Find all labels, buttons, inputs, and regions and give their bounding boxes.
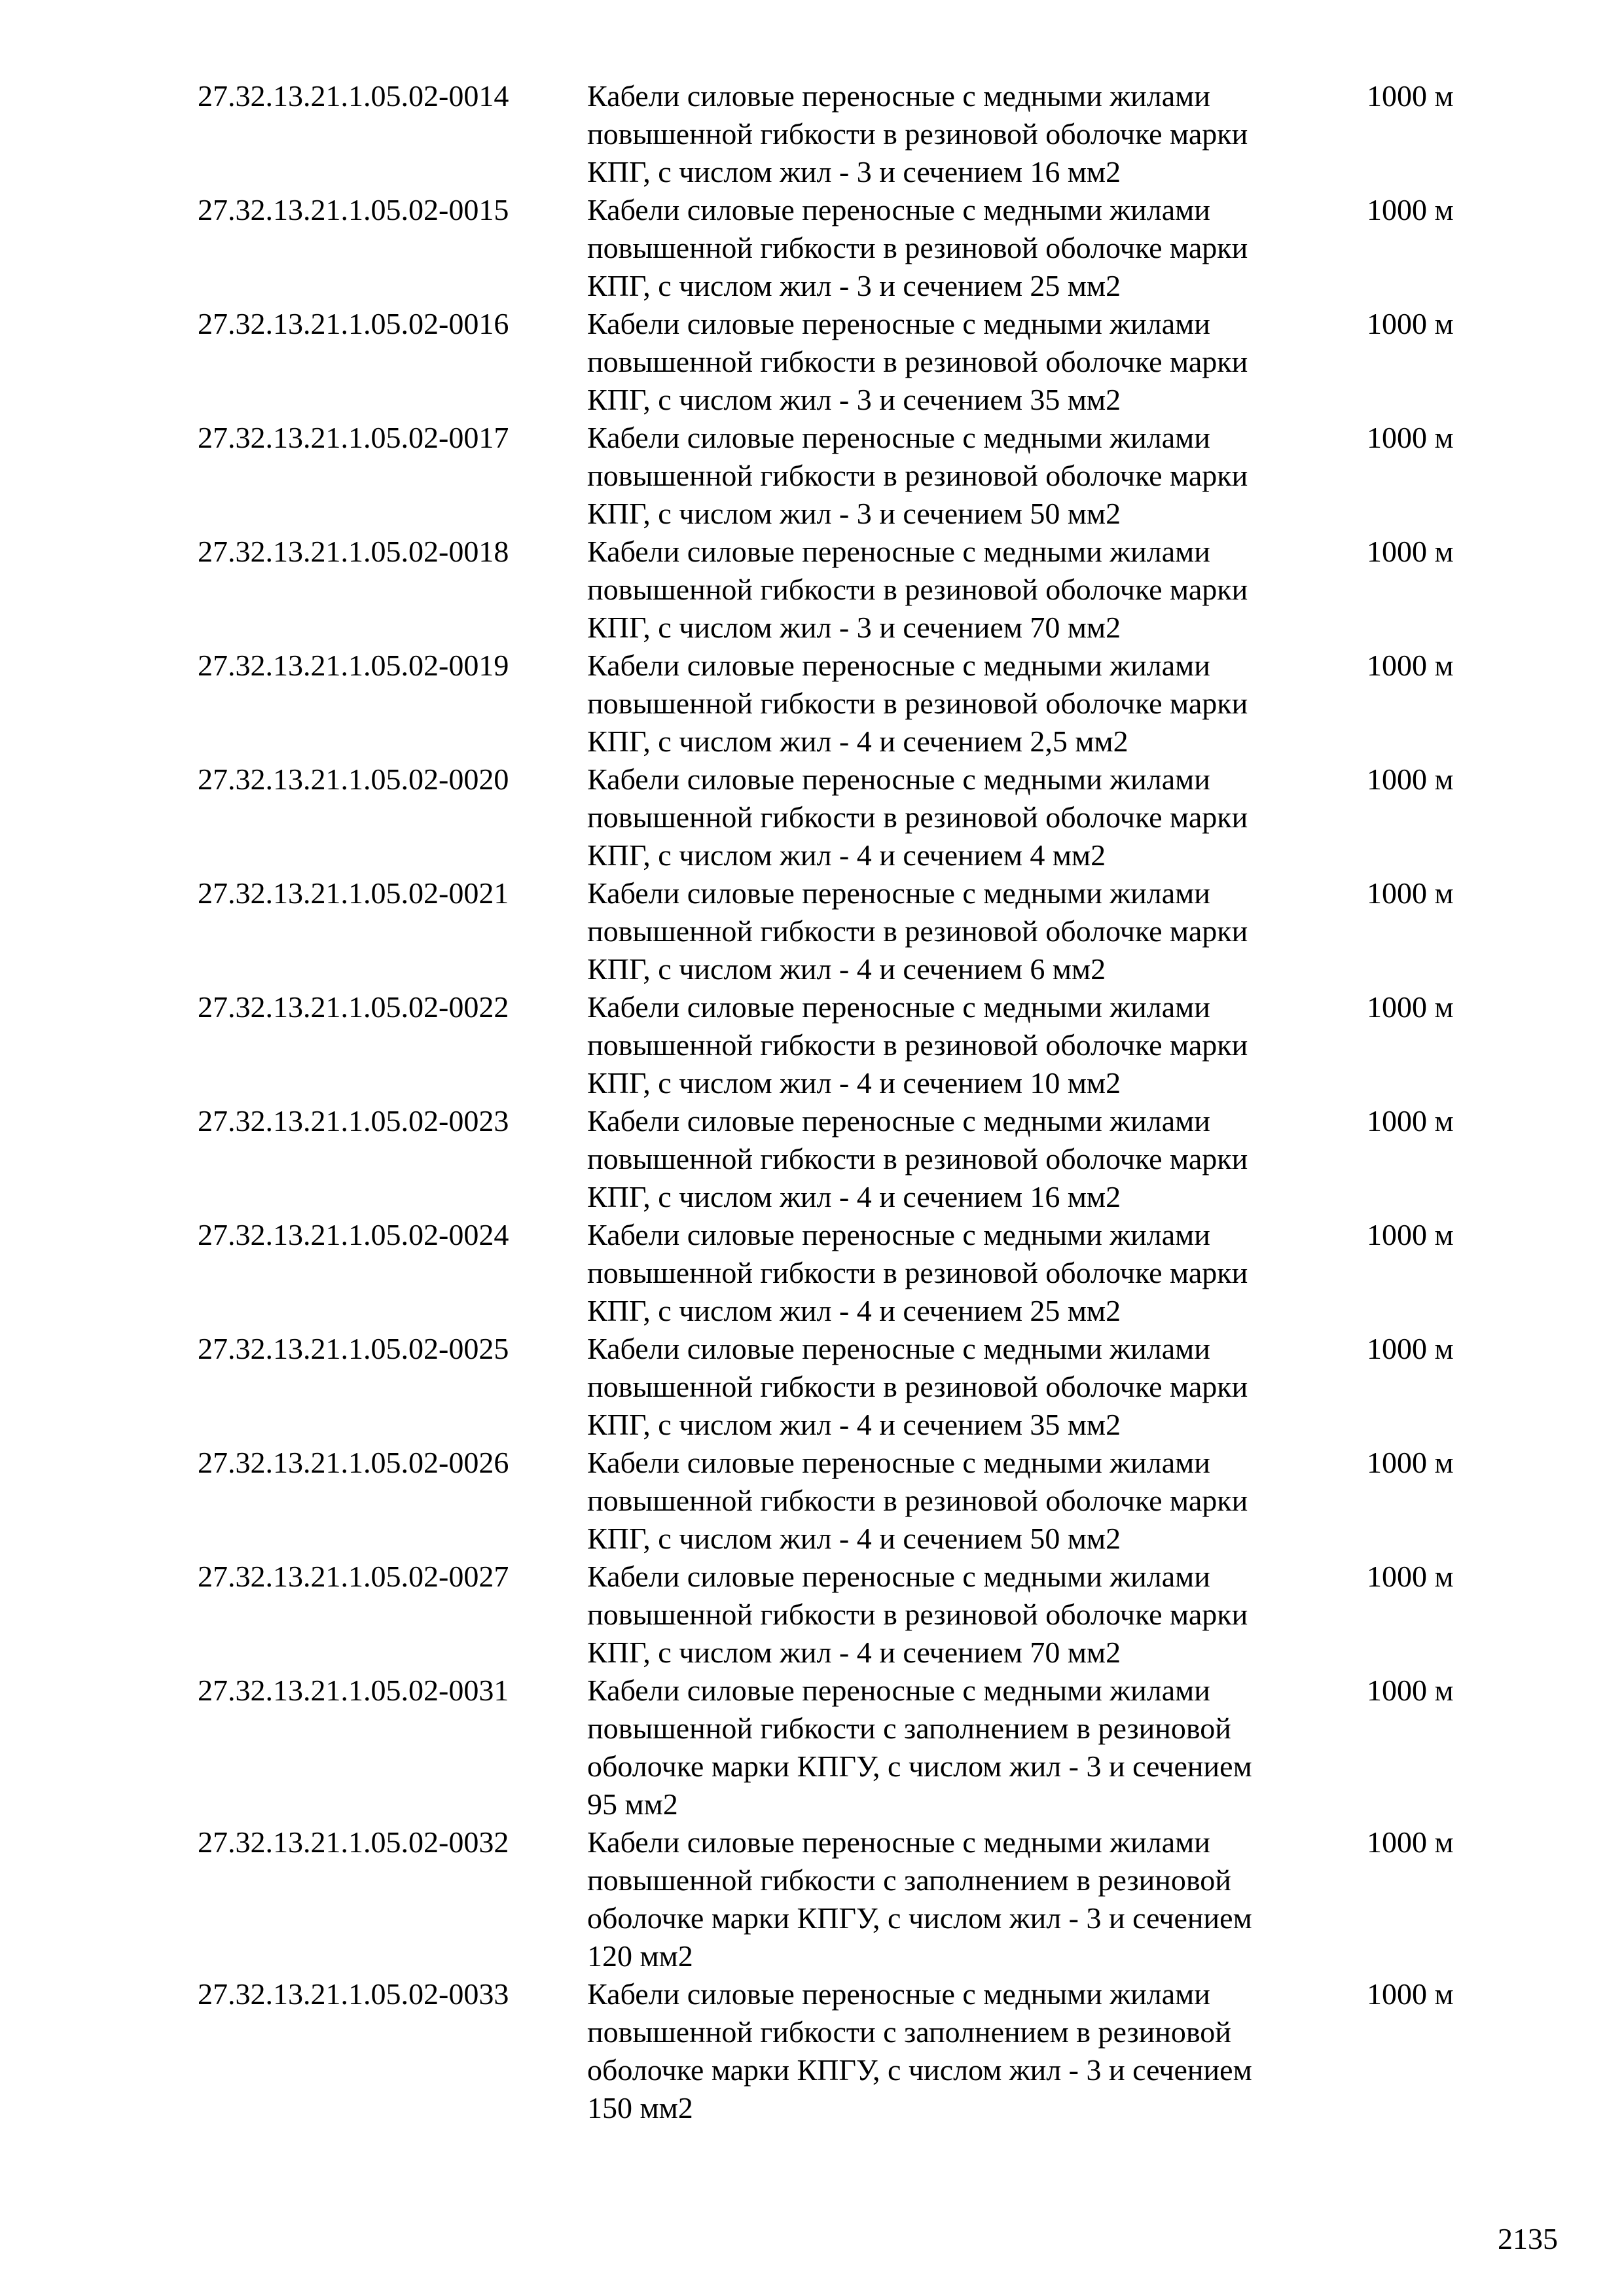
unit-of-measure: 1000 м [1367, 1977, 1454, 2011]
resource-code: 27.32.13.21.1.05.02-0018 [198, 535, 509, 568]
resource-description [587, 874, 1340, 988]
table-row [0, 647, 1624, 761]
description-line: Кабели силовые переносные с медными жилами [587, 1218, 1210, 1251]
resource-table [0, 77, 1624, 2127]
table-row [0, 1102, 1624, 1216]
table-row [0, 1558, 1624, 1672]
description-line: КПГ, с числом жил - 3 и сечением 70 мм2 [587, 611, 1121, 644]
resource-description [587, 1102, 1340, 1216]
description-line: повышенной гибкости в резиновой оболочке марки [587, 687, 1248, 720]
description-line: КПГ, с числом жил - 3 и сечением 50 мм2 [587, 497, 1121, 530]
resource-code: 27.32.13.21.1.05.02-0016 [198, 307, 509, 340]
resource-description [587, 1558, 1340, 1672]
resource-code: 27.32.13.21.1.05.02-0032 [198, 1825, 509, 1859]
resource-description [587, 419, 1340, 533]
unit-of-measure: 1000 м [1367, 762, 1454, 796]
table-row [0, 1330, 1624, 1444]
resource-description [587, 77, 1340, 191]
table-row [0, 761, 1624, 874]
table-row [0, 191, 1624, 305]
resource-code: 27.32.13.21.1.05.02-0033 [198, 1977, 509, 2011]
description-line: повышенной гибкости с заполнением в резиновой [587, 1863, 1231, 1897]
unit-of-measure: 1000 м [1367, 1446, 1454, 1479]
description-line: КПГ, с числом жил - 4 и сечением 35 мм2 [587, 1408, 1121, 1441]
description-line: Кабели силовые переносные с медными жилами [587, 1104, 1210, 1138]
resource-code: 27.32.13.21.1.05.02-0024 [198, 1218, 509, 1251]
resource-description [587, 191, 1340, 305]
description-line: Кабели силовые переносные с медными жилами [587, 649, 1210, 682]
description-line: оболочке марки КПГУ, с числом жил - 3 и сечением [587, 1901, 1252, 1935]
description-line: повышенной гибкости в резиновой оболочке марки [587, 1256, 1248, 1289]
description-line: оболочке марки КПГУ, с числом жил - 3 и сечением [587, 1749, 1252, 1783]
description-line: повышенной гибкости в резиновой оболочке марки [587, 573, 1248, 606]
resource-code: 27.32.13.21.1.05.02-0026 [198, 1446, 509, 1479]
unit-of-measure: 1000 м [1367, 535, 1454, 568]
unit-of-measure: 1000 м [1367, 1825, 1454, 1859]
description-line: КПГ, с числом жил - 4 и сечением 25 мм2 [587, 1294, 1121, 1327]
description-line: повышенной гибкости с заполнением в резиновой [587, 2015, 1231, 2049]
resource-code: 27.32.13.21.1.05.02-0023 [198, 1104, 509, 1138]
description-line: повышенной гибкости в резиновой оболочке марки [587, 231, 1248, 264]
description-line: повышенной гибкости в резиновой оболочке марки [587, 1484, 1248, 1517]
resource-description [587, 1672, 1340, 1823]
description-line: Кабели силовые переносные с медными жилами [587, 876, 1210, 910]
resource-code: 27.32.13.21.1.05.02-0027 [198, 1560, 509, 1593]
unit-of-measure: 1000 м [1367, 1104, 1454, 1138]
description-line: КПГ, с числом жил - 3 и сечением 35 мм2 [587, 383, 1121, 416]
resource-description [587, 1216, 1340, 1330]
unit-of-measure: 1000 м [1367, 1560, 1454, 1593]
table-row [0, 1672, 1624, 1823]
description-line: повышенной гибкости с заполнением в резиновой [587, 1712, 1231, 1745]
description-line: КПГ, с числом жил - 4 и сечением 2,5 мм2 [587, 725, 1128, 758]
description-line: 95 мм2 [587, 1787, 678, 1821]
description-line: 150 мм2 [587, 2091, 693, 2125]
description-line: КПГ, с числом жил - 4 и сечением 50 мм2 [587, 1522, 1121, 1555]
resource-description [587, 1330, 1340, 1444]
resource-description [587, 1823, 1340, 1975]
description-line: Кабели силовые переносные с медными жилами [587, 1560, 1210, 1593]
table-row [0, 1823, 1624, 1975]
description-line: Кабели силовые переносные с медными жилами [587, 990, 1210, 1024]
unit-of-measure: 1000 м [1367, 649, 1454, 682]
description-line: повышенной гибкости в резиновой оболочке марки [587, 1142, 1248, 1175]
resource-description [587, 761, 1340, 874]
description-line: повышенной гибкости в резиновой оболочке марки [587, 117, 1248, 151]
table-row [0, 305, 1624, 419]
resource-description [587, 305, 1340, 419]
unit-of-measure: 1000 м [1367, 307, 1454, 340]
description-line: КПГ, с числом жил - 4 и сечением 6 мм2 [587, 952, 1106, 986]
description-line: КПГ, с числом жил - 4 и сечением 4 мм2 [587, 838, 1106, 872]
description-line: повышенной гибкости в резиновой оболочке марки [587, 1028, 1248, 1062]
table-row [0, 1216, 1624, 1330]
description-line: Кабели силовые переносные с медными жилами [587, 535, 1210, 568]
resource-code: 27.32.13.21.1.05.02-0021 [198, 876, 509, 910]
description-line: повышенной гибкости в резиновой оболочке марки [587, 1598, 1248, 1631]
description-line: КПГ, с числом жил - 4 и сечением 10 мм2 [587, 1066, 1121, 1100]
description-line: повышенной гибкости в резиновой оболочке марки [587, 1370, 1248, 1403]
table-row [0, 1975, 1624, 2127]
resource-description [587, 647, 1340, 761]
resource-code: 27.32.13.21.1.05.02-0022 [198, 990, 509, 1024]
unit-of-measure: 1000 м [1367, 1332, 1454, 1365]
resource-code: 27.32.13.21.1.05.02-0015 [198, 193, 509, 226]
description-line: Кабели силовые переносные с медными жилами [587, 762, 1210, 796]
unit-of-measure: 1000 м [1367, 1218, 1454, 1251]
description-line: КПГ, с числом жил - 3 и сечением 16 мм2 [587, 155, 1121, 188]
table-row [0, 419, 1624, 533]
unit-of-measure: 1000 м [1367, 193, 1454, 226]
description-line: КПГ, с числом жил - 4 и сечением 70 мм2 [587, 1636, 1121, 1669]
resource-description [587, 988, 1340, 1102]
resource-code: 27.32.13.21.1.05.02-0031 [198, 1674, 509, 1707]
resource-code: 27.32.13.21.1.05.02-0019 [198, 649, 509, 682]
unit-of-measure: 1000 м [1367, 421, 1454, 454]
table-row [0, 77, 1624, 191]
resource-description [587, 1444, 1340, 1558]
resource-code: 27.32.13.21.1.05.02-0017 [198, 421, 509, 454]
description-line: Кабели силовые переносные с медными жилами [587, 307, 1210, 340]
unit-of-measure: 1000 м [1367, 990, 1454, 1024]
page-number: 2135 [1498, 2222, 1558, 2255]
description-line: повышенной гибкости в резиновой оболочке марки [587, 345, 1248, 378]
table-row [0, 874, 1624, 988]
description-line: КПГ, с числом жил - 3 и сечением 25 мм2 [587, 269, 1121, 302]
resource-code: 27.32.13.21.1.05.02-0025 [198, 1332, 509, 1365]
description-line: Кабели силовые переносные с медными жилами [587, 1977, 1210, 2011]
resource-code: 27.32.13.21.1.05.02-0014 [198, 79, 509, 113]
description-line: повышенной гибкости в резиновой оболочке марки [587, 914, 1248, 948]
description-line: 120 мм2 [587, 1939, 693, 1973]
resource-description [587, 533, 1340, 647]
resource-description [587, 1975, 1340, 2127]
unit-of-measure: 1000 м [1367, 1674, 1454, 1707]
description-line: Кабели силовые переносные с медными жилами [587, 1674, 1210, 1707]
description-line: Кабели силовые переносные с медными жилами [587, 79, 1210, 113]
unit-of-measure: 1000 м [1367, 876, 1454, 910]
description-line: повышенной гибкости в резиновой оболочке марки [587, 800, 1248, 834]
description-line: оболочке марки КПГУ, с числом жил - 3 и сечением [587, 2053, 1252, 2087]
unit-of-measure: 1000 м [1367, 79, 1454, 113]
description-line: повышенной гибкости в резиновой оболочке марки [587, 459, 1248, 492]
description-line: Кабели силовые переносные с медными жилами [587, 193, 1210, 226]
description-line: Кабели силовые переносные с медными жилами [587, 1825, 1210, 1859]
table-row [0, 533, 1624, 647]
table-row [0, 1444, 1624, 1558]
description-line: Кабели силовые переносные с медными жилами [587, 1446, 1210, 1479]
description-line: Кабели силовые переносные с медными жилами [587, 421, 1210, 454]
table-row [0, 988, 1624, 1102]
resource-code: 27.32.13.21.1.05.02-0020 [198, 762, 509, 796]
description-line: Кабели силовые переносные с медными жилами [587, 1332, 1210, 1365]
description-line: КПГ, с числом жил - 4 и сечением 16 мм2 [587, 1180, 1121, 1213]
